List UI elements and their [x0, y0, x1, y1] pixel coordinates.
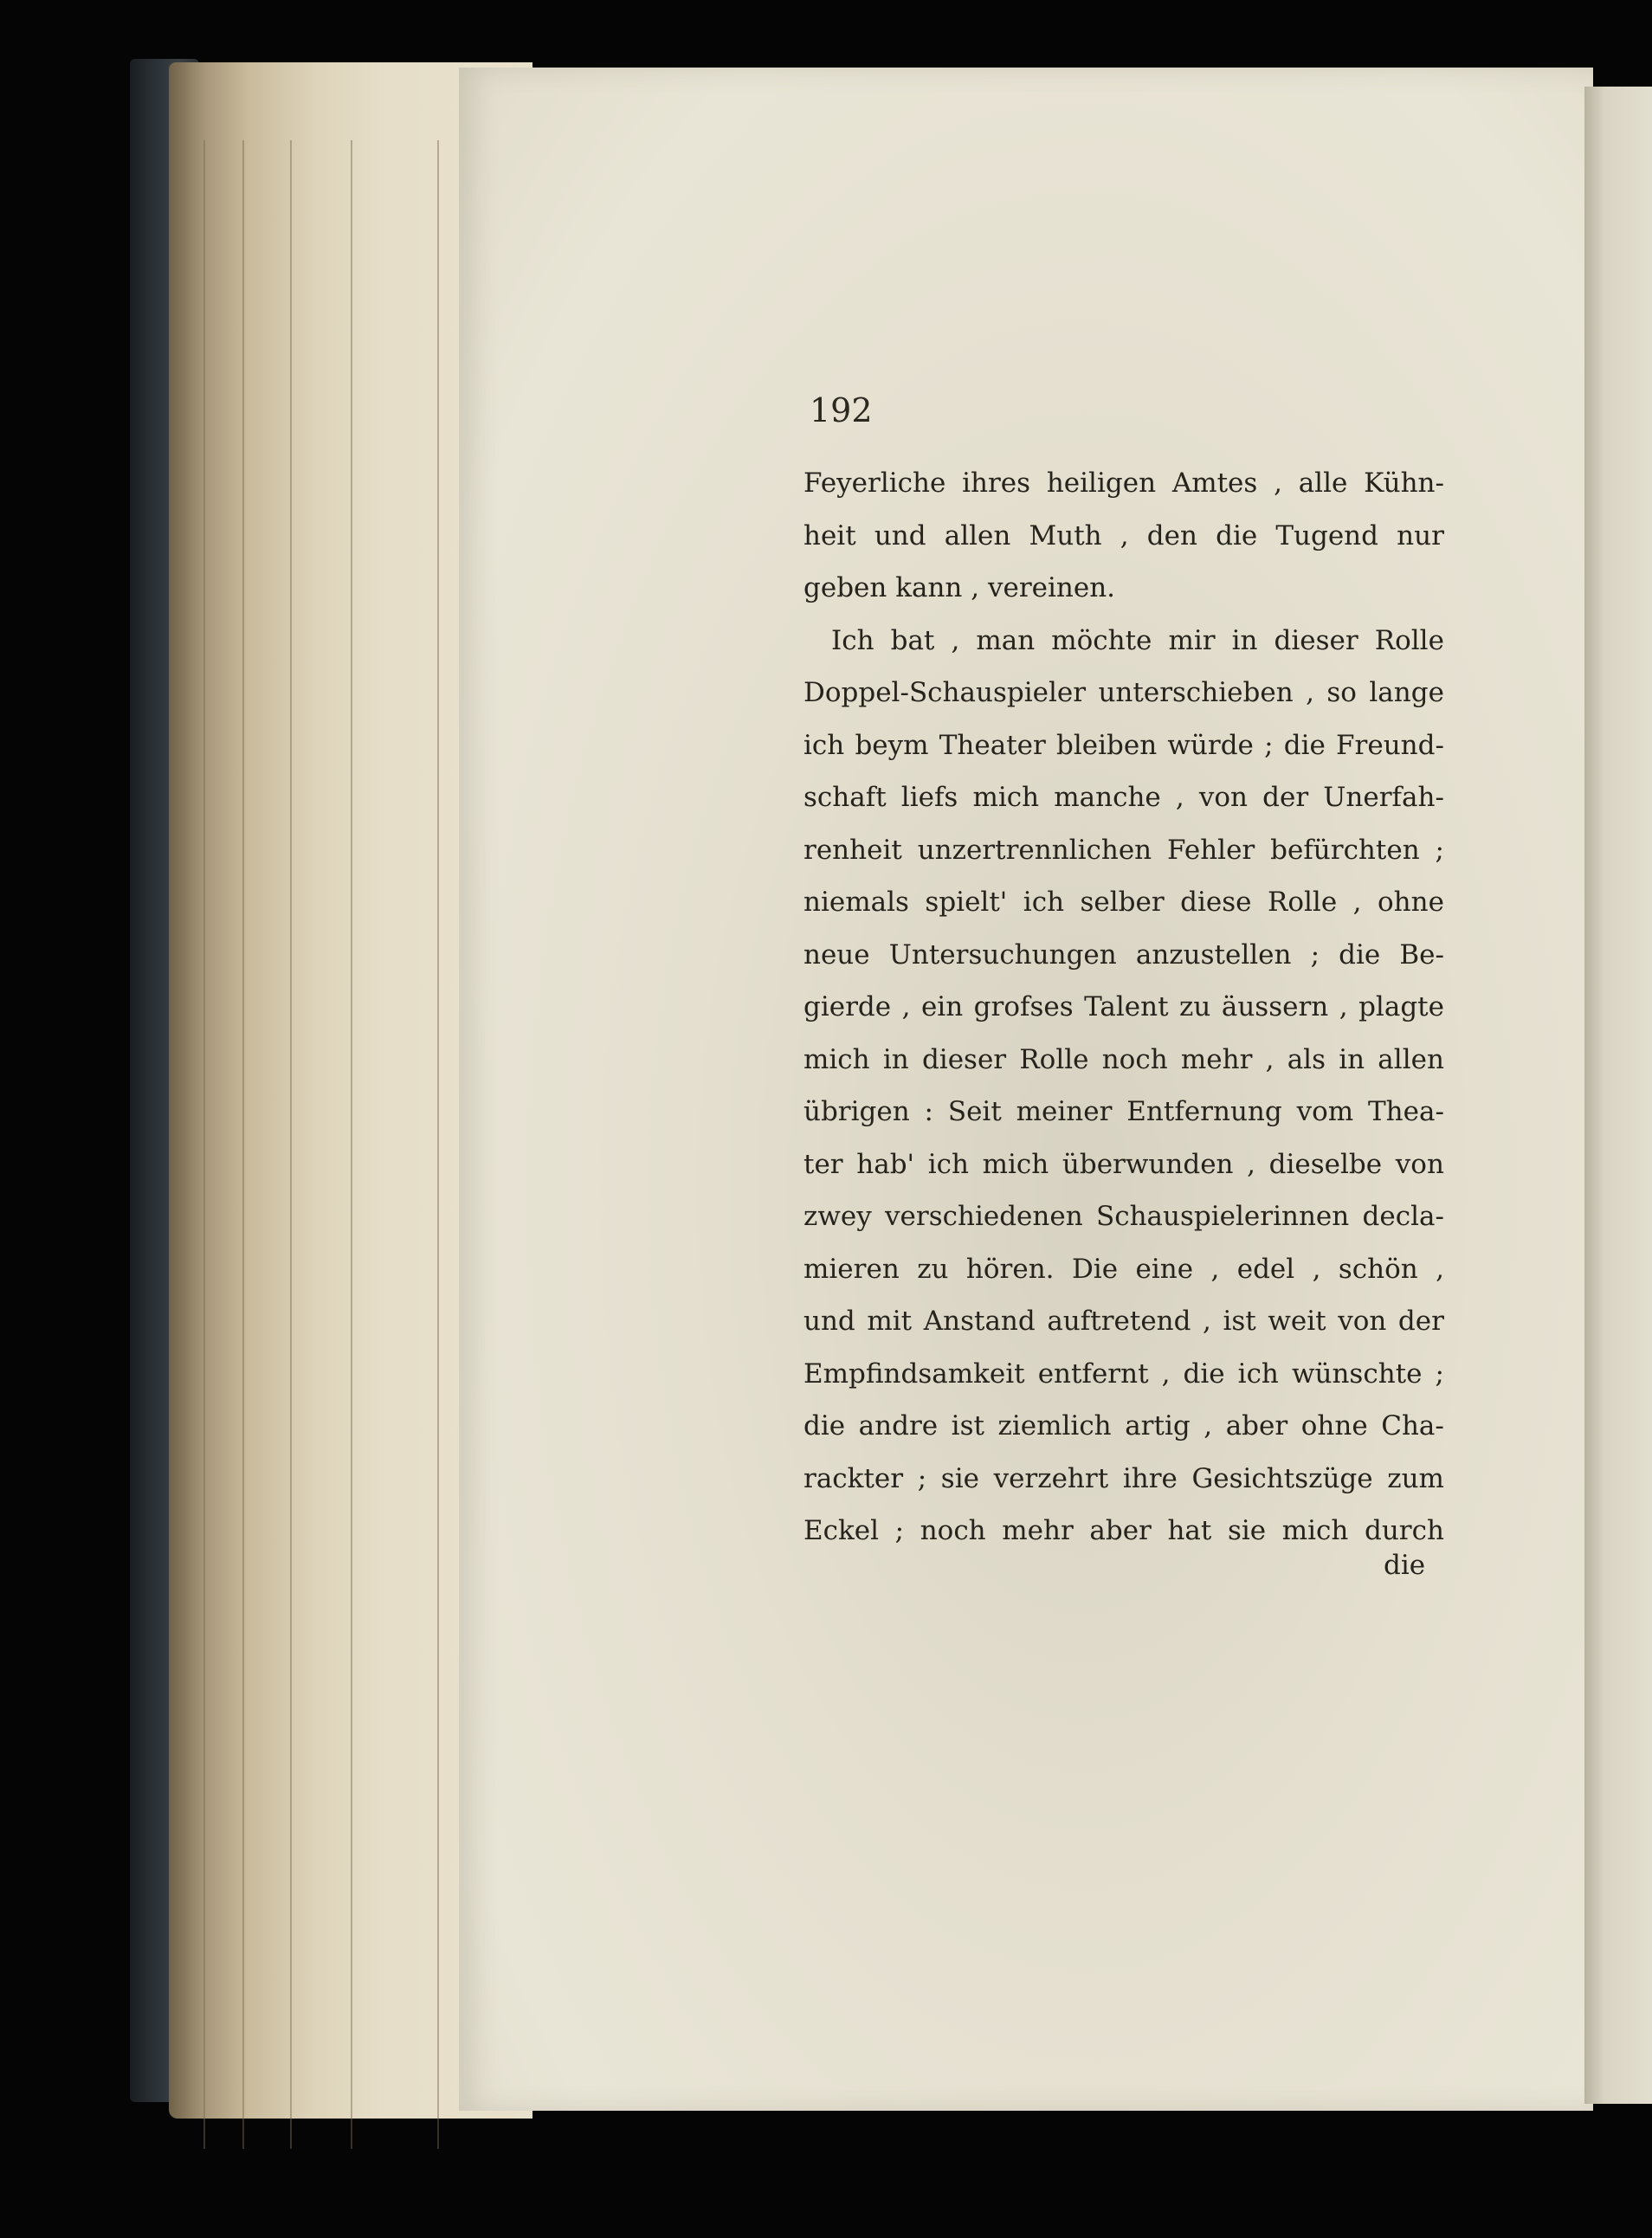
- text-word: mich: [803, 1043, 870, 1075]
- text-word: diese: [1180, 887, 1252, 918]
- text-word: allen: [944, 519, 1011, 551]
- text-word: möchte: [1051, 624, 1152, 656]
- text-word: Thea-: [1368, 1096, 1444, 1127]
- text-word: Kühn-: [1364, 468, 1444, 499]
- text-word: von: [1395, 1148, 1444, 1180]
- text-word: ist: [1223, 1306, 1256, 1337]
- text-word: Anstand: [923, 1306, 1036, 1337]
- text-word: befürchten: [1270, 834, 1420, 866]
- text-word: ich: [1237, 1358, 1279, 1390]
- text-word: zu: [1179, 991, 1211, 1022]
- text-word: und: [874, 519, 926, 551]
- text-word: ,: [1265, 1043, 1274, 1075]
- text-word: Be-: [1399, 938, 1444, 971]
- text-word: lange: [1369, 677, 1444, 708]
- text-word: ,: [1274, 468, 1282, 499]
- text-word: ;: [1435, 1358, 1444, 1390]
- text-word: dieselbe: [1268, 1148, 1383, 1180]
- text-word: mir: [1168, 624, 1216, 656]
- text-word: Seit: [947, 1096, 1002, 1127]
- text-word: die: [1183, 1358, 1225, 1390]
- text-line: [803, 929, 1444, 982]
- text-word: decla-: [1362, 1201, 1444, 1232]
- text-word: edel: [1236, 1253, 1295, 1285]
- text-word: allen: [1378, 1043, 1444, 1075]
- text-line: [803, 1453, 1444, 1506]
- text-word: zum: [1387, 1462, 1444, 1494]
- text-word: mehr: [1180, 1043, 1253, 1075]
- text-word: plagte: [1358, 991, 1444, 1022]
- text-word: von: [1198, 782, 1249, 813]
- text-word: heiligen: [1046, 468, 1157, 499]
- text-word: Untersuchungen: [888, 938, 1117, 971]
- text-word: ,: [901, 991, 911, 1022]
- text-word: den: [1146, 519, 1197, 551]
- text-word: ,: [1306, 677, 1314, 708]
- text-word: ;: [1310, 938, 1320, 971]
- text-word: in: [1339, 1043, 1365, 1075]
- text-word: ;: [917, 1462, 927, 1494]
- text-word: ,: [1120, 519, 1129, 551]
- text-word: man: [976, 624, 1036, 656]
- text-word: und: [803, 1306, 855, 1337]
- text-word: hat: [1167, 1515, 1212, 1546]
- page-edge-line: [242, 140, 244, 2149]
- text-word: dieser: [1274, 624, 1358, 656]
- text-word: mieren: [803, 1253, 900, 1285]
- text-word: wünschte: [1291, 1358, 1423, 1390]
- text-word: ;: [1435, 834, 1444, 866]
- text-word: sie: [940, 1462, 979, 1494]
- text-word: verschiedenen: [885, 1201, 1083, 1232]
- page-edge-line: [290, 140, 292, 2149]
- text-word: bat: [890, 624, 935, 656]
- text-word: ihres: [962, 468, 1031, 499]
- text-word: rackter: [803, 1462, 904, 1494]
- text-word: ich: [803, 729, 845, 761]
- text-word: sie: [1227, 1515, 1267, 1546]
- text-word: übrigen: [803, 1096, 910, 1127]
- text-line: geben kann , vereinen.: [803, 572, 1116, 603]
- text-word: grofses: [973, 991, 1074, 1022]
- text-word: Amtes: [1171, 468, 1258, 499]
- text-word: ,: [1175, 782, 1184, 813]
- text-word: ich: [1023, 887, 1065, 918]
- text-word: der: [1397, 1306, 1444, 1337]
- text-line: [803, 981, 1444, 1034]
- text-word: hab': [856, 1148, 915, 1180]
- text-line: [803, 876, 1444, 929]
- text-word: spielt': [925, 887, 1008, 918]
- text-word: ihre: [1122, 1462, 1178, 1494]
- text-word: meiner: [1016, 1096, 1113, 1127]
- text-word: so: [1326, 677, 1357, 708]
- text-word: weit: [1268, 1306, 1326, 1337]
- text-word: ohne: [1300, 1410, 1368, 1441]
- text-word: ohne: [1377, 887, 1444, 918]
- text-word: Doppel-Schauspieler: [803, 677, 1087, 708]
- text-line: [803, 1086, 1444, 1138]
- text-word: Ich: [831, 624, 874, 656]
- text-word: Rolle: [1374, 624, 1444, 656]
- text-word: bleiben: [1056, 729, 1158, 761]
- text-word: eine: [1135, 1253, 1194, 1285]
- text-word: Schauspielerinnen: [1095, 1201, 1350, 1232]
- text-word: ,: [1436, 1253, 1444, 1285]
- text-word: noch: [1101, 1043, 1168, 1075]
- text-word: dieser: [921, 1043, 1007, 1075]
- text-word: ,: [1339, 991, 1348, 1022]
- text-word: selber: [1080, 887, 1165, 918]
- text-word: ;: [894, 1515, 905, 1546]
- text-word: ,: [1352, 887, 1362, 918]
- text-word: durch: [1364, 1515, 1444, 1546]
- text-word: Cha-: [1381, 1410, 1444, 1441]
- text-word: Unerfah-: [1323, 782, 1444, 813]
- text-word: Empfindsamkeit: [803, 1358, 1025, 1390]
- text-word: alle: [1298, 468, 1348, 499]
- text-word: in: [1231, 624, 1258, 656]
- text-word: ,: [1161, 1358, 1171, 1390]
- text-word: heit: [803, 519, 856, 551]
- text-word: hören.: [965, 1253, 1055, 1285]
- text-word: unzertrennlichen: [917, 834, 1152, 866]
- page-edge-line: [203, 140, 205, 2149]
- text-word: niemals: [803, 887, 909, 918]
- text-word: aber: [1089, 1515, 1152, 1546]
- text-word: äussern: [1221, 991, 1329, 1022]
- text-word: mich: [982, 1148, 1049, 1180]
- page-text-block: [803, 457, 1444, 1558]
- text-word: zwey: [803, 1201, 872, 1232]
- text-word: :: [924, 1096, 933, 1127]
- text-word: von: [1338, 1306, 1387, 1337]
- text-word: die: [803, 1410, 846, 1441]
- text-line: [803, 667, 1444, 719]
- text-line: [803, 1190, 1444, 1243]
- page-edge-line: [437, 140, 439, 2149]
- text-word: mit: [867, 1306, 913, 1337]
- text-word: nur: [1397, 519, 1444, 551]
- text-word: beym: [855, 729, 929, 761]
- text-word: mich: [972, 782, 1040, 813]
- text-word: Fehler: [1167, 834, 1255, 866]
- text-word: ter: [803, 1148, 843, 1180]
- text-word: manche: [1054, 782, 1161, 813]
- text-word: ein: [920, 991, 964, 1022]
- text-word: ,: [1204, 1410, 1213, 1441]
- text-word: anzustellen: [1135, 938, 1292, 971]
- page-number: 192: [810, 391, 873, 429]
- text-line: [803, 510, 1444, 563]
- text-word: der: [1262, 782, 1309, 813]
- text-word: würde: [1167, 729, 1254, 761]
- text-word: Feyerliche: [803, 468, 946, 499]
- text-word: Die: [1071, 1253, 1119, 1285]
- text-word: schaft: [803, 782, 887, 813]
- text-line: [803, 719, 1444, 772]
- text-word: ;: [1264, 729, 1274, 761]
- text-word: Eckel: [803, 1515, 880, 1546]
- text-word: die: [1216, 519, 1258, 551]
- text-word: Rolle: [1019, 1043, 1089, 1075]
- text-word: noch: [920, 1515, 986, 1546]
- text-line: [803, 1400, 1444, 1453]
- text-line: [803, 615, 1444, 668]
- text-word: mehr: [1002, 1515, 1074, 1546]
- text-word: ,: [1247, 1148, 1256, 1180]
- text-word: renheit: [803, 834, 902, 866]
- text-line: [803, 457, 1444, 510]
- text-line: [803, 1295, 1444, 1348]
- text-line: [803, 1138, 1444, 1191]
- text-word: zu: [917, 1253, 949, 1285]
- adjacent-page-edge: [1584, 87, 1652, 2104]
- text-word: Tugend: [1275, 519, 1378, 551]
- text-line: [803, 771, 1444, 824]
- text-word: ,: [1312, 1253, 1321, 1285]
- text-word: Muth: [1029, 519, 1102, 551]
- text-line: [803, 824, 1444, 877]
- text-word: Theater: [939, 729, 1046, 761]
- text-word: ist: [951, 1410, 984, 1441]
- text-line: [803, 1034, 1444, 1087]
- text-word: ,: [951, 624, 960, 656]
- text-word: Rolle: [1268, 887, 1338, 918]
- text-word: mich: [1281, 1515, 1349, 1546]
- text-word: schön: [1338, 1253, 1418, 1285]
- text-word: ziemlich: [997, 1410, 1112, 1441]
- text-word: Entfernung: [1126, 1096, 1282, 1127]
- text-word: liefs: [900, 782, 958, 813]
- text-word: unterschieben: [1098, 677, 1294, 708]
- text-word: Talent: [1084, 991, 1169, 1022]
- text-word: gierde: [803, 991, 892, 1022]
- text-word: entfernt: [1037, 1358, 1149, 1390]
- text-word: Freund-: [1336, 729, 1444, 761]
- text-word: auftretend: [1047, 1306, 1191, 1337]
- text-word: ,: [1203, 1306, 1211, 1337]
- text-word: die: [1339, 938, 1381, 971]
- text-word: ich: [927, 1148, 969, 1180]
- text-word: als: [1287, 1043, 1326, 1075]
- text-word: die: [1283, 729, 1326, 761]
- text-word: artig: [1125, 1410, 1191, 1441]
- text-line: [803, 1505, 1444, 1558]
- text-line: [803, 1348, 1444, 1401]
- catchword: die: [1384, 1550, 1426, 1581]
- text-word: Gesichtszüge: [1191, 1462, 1373, 1494]
- text-word: vom: [1296, 1096, 1354, 1127]
- text-word: verzehrt: [993, 1462, 1109, 1494]
- text-word: neue: [803, 938, 870, 971]
- text-word: in: [882, 1043, 909, 1075]
- text-line: [803, 1243, 1444, 1296]
- text-word: überwunden: [1062, 1148, 1234, 1180]
- page-edge-line: [351, 140, 352, 2149]
- text-word: ,: [1210, 1253, 1220, 1285]
- text-word: andre: [858, 1410, 939, 1441]
- text-word: aber: [1225, 1410, 1288, 1441]
